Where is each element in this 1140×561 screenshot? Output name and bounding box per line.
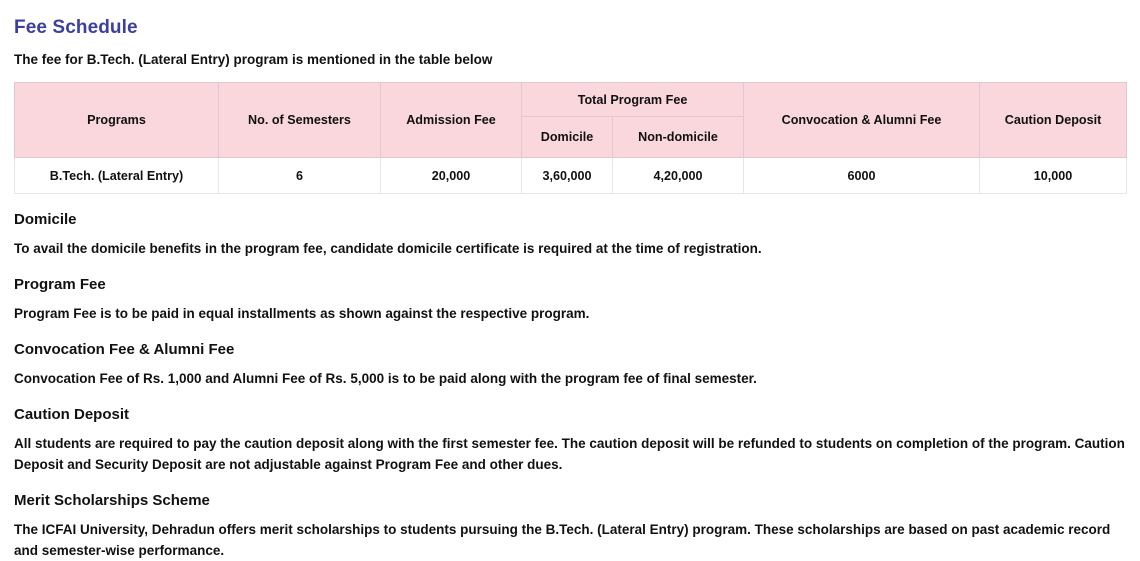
fee-schedule-table: [14, 82, 1127, 194]
column-header-convocation-alumni-fee: Convocation & Alumni Fee: [744, 83, 980, 158]
cell-non-domicile-fee: 4,20,000: [613, 158, 744, 194]
column-header-admission-fee: Admission Fee: [381, 83, 522, 158]
section-caution-deposit: [14, 389, 1126, 475]
section-title-merit-scholarships: Merit Scholarships Scheme: [14, 492, 210, 509]
section-body-convocation-alumni-fee: Convocation Fee of Rs. 1,000 and Alumni Fee of Rs. 5,000 is to be paid along with the program fee of final semester.: [14, 371, 757, 386]
column-header-caution-deposit: Caution Deposit: [980, 83, 1127, 158]
cell-program: B.Tech. (Lateral Entry): [15, 158, 219, 194]
column-header-domicile: Domicile: [522, 117, 613, 158]
section-body-caution-deposit: All students are required to pay the caution deposit along with the first semester fee. The caution deposit will be refunded to students on completion of the program. Caution Deposit and Security Deposit are not adjustable against Program Fee and other dues.: [14, 436, 1125, 472]
section-domicile: [14, 194, 1126, 259]
section-title-convocation-alumni-fee: Convocation Fee & Alumni Fee: [14, 341, 235, 358]
cell-admission-fee: 20,000: [381, 158, 522, 194]
section-body-merit-scholarships: The ICFAI University, Dehradun offers merit scholarships to students pursuing the B.Tech. (Lateral Entry) program. These scholarships are based on past academic record and semester-wise performance.: [14, 522, 1111, 558]
table-body: [15, 158, 1127, 194]
section-program-fee: [14, 259, 1126, 324]
column-header-total-program-fee: Total Program Fee: [522, 83, 744, 117]
section-title-program-fee: Program Fee: [14, 276, 106, 293]
section-body-domicile: To avail the domicile benefits in the program fee, candidate domicile certificate is required at the time of registration.: [14, 241, 762, 256]
column-header-semesters: No. of Semesters: [219, 83, 381, 158]
cell-caution-deposit: 10,000: [980, 158, 1127, 194]
section-convocation-alumni-fee: [14, 324, 1126, 389]
section-merit-scholarships: [14, 475, 1126, 561]
column-header-programs: Programs: [15, 83, 219, 158]
cell-semesters: 6: [219, 158, 381, 194]
cell-convocation-alumni-fee: 6000: [744, 158, 980, 194]
cell-domicile-fee: 3,60,000: [522, 158, 613, 194]
intro-text: The fee for B.Tech. (Lateral Entry) program is mentioned in the table below: [14, 52, 493, 67]
section-title-domicile: Domicile: [14, 211, 77, 228]
table-header: [15, 83, 1127, 158]
column-header-non-domicile: Non-domicile: [613, 117, 744, 158]
section-body-program-fee: Program Fee is to be paid in equal installments as shown against the respective program.: [14, 306, 590, 321]
table-row: [15, 158, 1127, 194]
page-title: Fee Schedule: [14, 17, 138, 38]
section-title-caution-deposit: Caution Deposit: [14, 406, 129, 423]
